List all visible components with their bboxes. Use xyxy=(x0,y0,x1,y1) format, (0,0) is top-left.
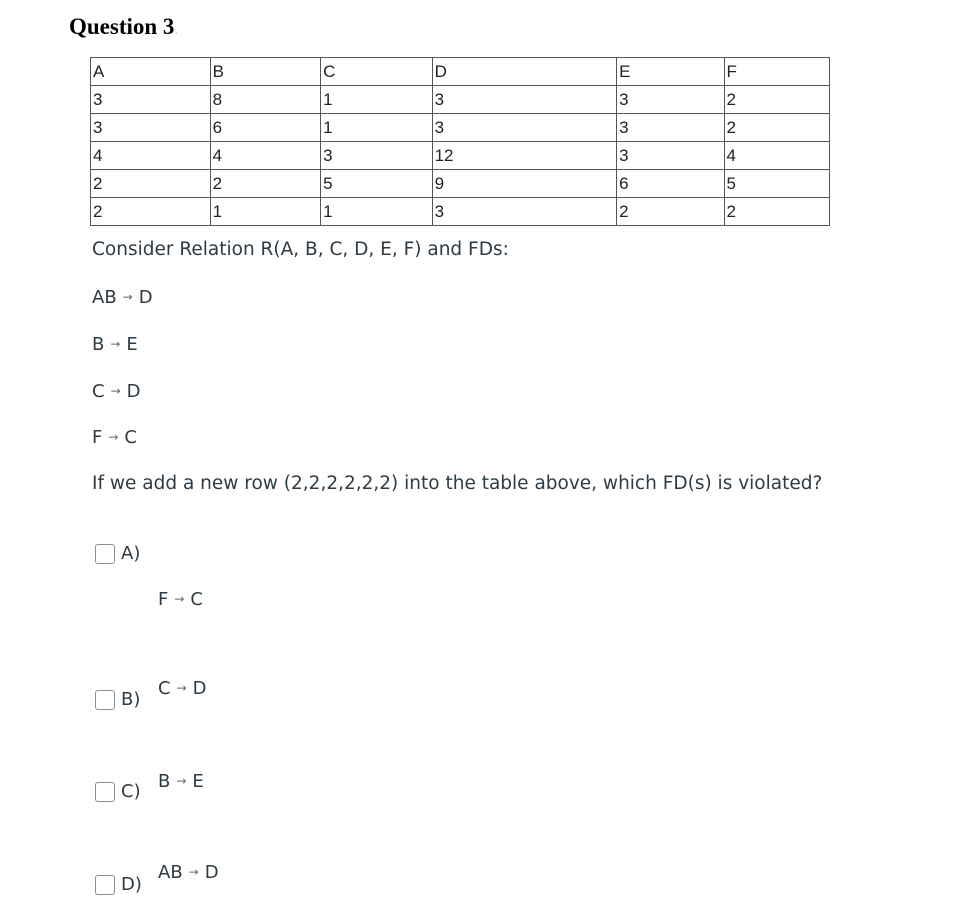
table-cell: 3 xyxy=(617,86,724,114)
table-cell: 3 xyxy=(91,114,211,142)
table-row xyxy=(91,198,830,226)
fd-lhs: C xyxy=(92,381,105,402)
fd-lhs: B xyxy=(92,334,105,355)
table-header-cell: B xyxy=(210,58,320,86)
table-cell: 6 xyxy=(210,114,320,142)
fd-lhs: B xyxy=(158,771,171,792)
table-cell: 4 xyxy=(91,142,211,170)
choice-d-text xyxy=(158,862,219,883)
table-cell: 3 xyxy=(321,142,433,170)
fd-lhs: F xyxy=(92,427,103,448)
table-cell: 4 xyxy=(210,142,320,170)
table-cell: 3 xyxy=(617,142,724,170)
table-row xyxy=(91,170,830,198)
question-prompt: If we add a new row (2,2,2,2,2,2) into the table above, which FD(s) is violated? xyxy=(92,473,823,494)
choice-a[interactable] xyxy=(95,543,140,564)
table-cell: 1 xyxy=(210,198,320,226)
table-cell: 2 xyxy=(724,114,829,142)
question-title-suffix: . xyxy=(174,23,178,38)
checkbox[interactable] xyxy=(95,544,115,564)
table-row xyxy=(91,142,830,170)
table-header-row xyxy=(91,58,830,86)
choice-d[interactable] xyxy=(95,874,142,895)
choice-a-text xyxy=(158,589,203,610)
fd-rhs: D xyxy=(204,862,219,883)
table-cell: 2 xyxy=(724,198,829,226)
checkbox[interactable] xyxy=(95,875,115,895)
fd-rhs: D xyxy=(192,678,207,699)
table-cell: 5 xyxy=(321,170,433,198)
right-arrow-icon: → xyxy=(110,384,121,398)
table-row xyxy=(91,114,830,142)
choice-c-text xyxy=(158,771,204,792)
table-cell: 2 xyxy=(91,170,211,198)
checkbox[interactable] xyxy=(95,690,115,710)
table-row xyxy=(91,86,830,114)
fd-lhs: AB xyxy=(92,287,117,308)
table-cell: 1 xyxy=(321,86,433,114)
table-cell: 6 xyxy=(617,170,724,198)
table-cell: 3 xyxy=(91,86,211,114)
right-arrow-icon: → xyxy=(188,865,199,879)
question-title-text: Question 3 xyxy=(69,14,175,39)
fd-rhs: C xyxy=(190,589,203,610)
fd-rhs: D xyxy=(126,381,141,402)
table-cell: 2 xyxy=(210,170,320,198)
fd-rhs: D xyxy=(138,287,153,308)
table-cell: 3 xyxy=(432,114,616,142)
fd-item xyxy=(92,334,138,355)
fd-lhs: AB xyxy=(158,862,183,883)
table-cell: 2 xyxy=(91,198,211,226)
right-arrow-icon: → xyxy=(110,337,121,351)
right-arrow-icon: → xyxy=(176,681,187,695)
right-arrow-icon: → xyxy=(122,290,133,304)
question-title xyxy=(69,13,178,45)
choice-letter: A) xyxy=(121,543,141,564)
table-header-cell: E xyxy=(617,58,724,86)
table-header-cell: C xyxy=(321,58,433,86)
right-arrow-icon: → xyxy=(176,774,187,788)
table-header-cell: D xyxy=(432,58,616,86)
table-cell: 2 xyxy=(724,86,829,114)
fd-lhs: C xyxy=(158,678,171,699)
table-cell: 9 xyxy=(432,170,616,198)
table-cell: 2 xyxy=(617,198,724,226)
choice-letter: B) xyxy=(121,689,141,710)
right-arrow-icon: → xyxy=(174,592,185,606)
choice-b[interactable] xyxy=(95,689,140,710)
fd-lhs: F xyxy=(158,589,169,610)
checkbox[interactable] xyxy=(95,782,115,802)
choice-letter: C) xyxy=(121,781,141,802)
fd-item xyxy=(92,381,141,402)
fd-rhs: C xyxy=(124,427,137,448)
table-cell: 3 xyxy=(432,86,616,114)
fd-rhs: E xyxy=(192,771,204,792)
question-intro: Consider Relation R(A, B, C, D, E, F) and FDs: xyxy=(92,239,509,260)
choice-letter: D) xyxy=(121,874,142,895)
table-header-cell: F xyxy=(724,58,829,86)
table-cell: 3 xyxy=(617,114,724,142)
table-cell: 3 xyxy=(432,198,616,226)
table-cell: 4 xyxy=(724,142,829,170)
table-cell: 12 xyxy=(432,142,616,170)
right-arrow-icon: → xyxy=(108,430,119,444)
table-cell: 1 xyxy=(321,198,433,226)
table-cell: 5 xyxy=(724,170,829,198)
choice-b-text xyxy=(158,678,207,699)
fd-item xyxy=(92,427,137,448)
choice-c[interactable] xyxy=(95,781,141,802)
table-cell: 8 xyxy=(210,86,320,114)
table-header-cell: A xyxy=(91,58,211,86)
table-cell: 1 xyxy=(321,114,433,142)
fd-rhs: E xyxy=(126,334,138,355)
relation-table xyxy=(90,57,830,226)
fd-item xyxy=(92,287,153,308)
